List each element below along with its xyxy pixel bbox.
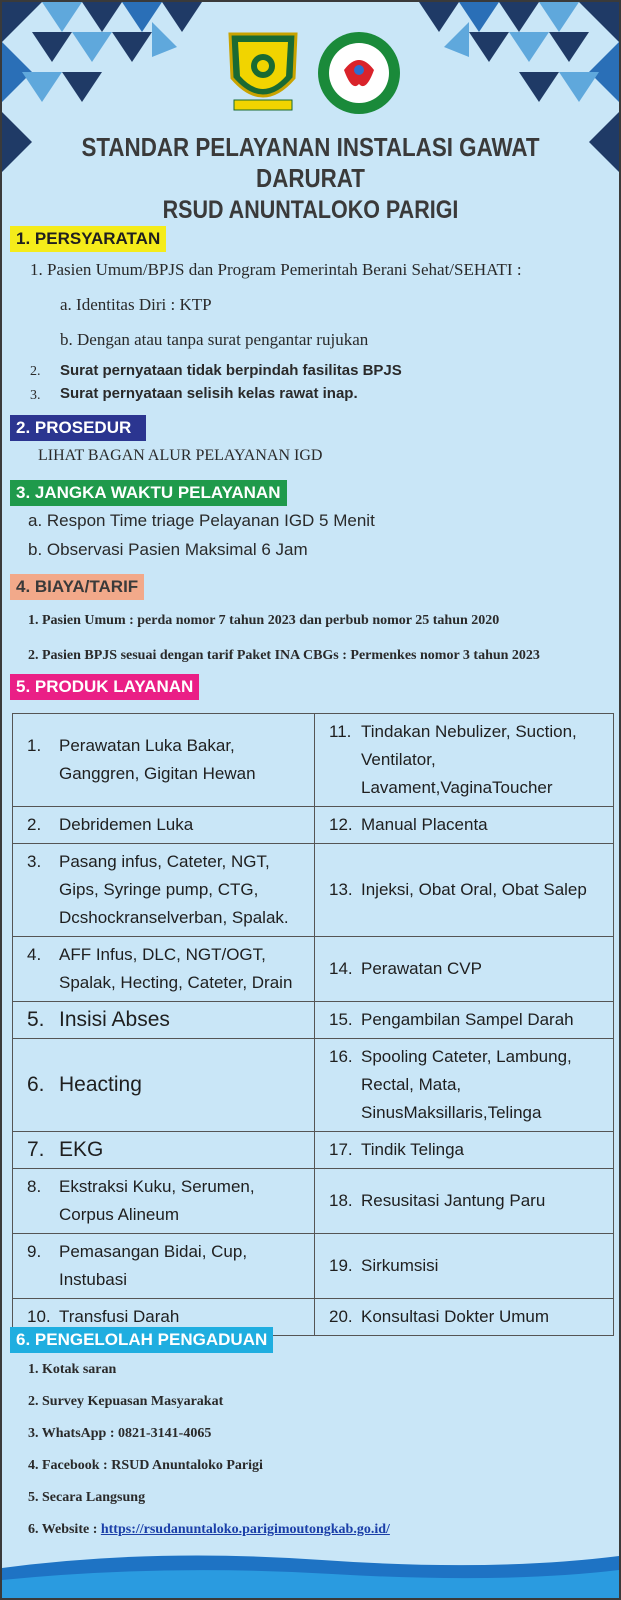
table-row [13, 807, 614, 844]
biaya-item-2: 2. Pasien BPJS sesuai dengan tarif Paket INA CBGs : Permenkes nomor 3 tahun 2023 [28, 648, 540, 663]
produk-text: Pengambilan Sampel Darah [361, 1010, 574, 1029]
produk-text: AFF Infus, DLC, NGT/OGT, Spalak, Hecting, Cateter, Drain [59, 945, 293, 992]
pengaduan-item-1: 1. Kotak saran [28, 1362, 117, 1377]
produk-number: 16. [329, 1047, 353, 1066]
produk-number: 10. [27, 1307, 51, 1326]
website-link[interactable]: https://rsudanuntaloko.parigimoutongkab.go.id/ [100, 1522, 390, 1537]
jangka-waktu-b: b. Observasi Pasien Maksimal 6 Jam [28, 540, 308, 559]
pengaduan-item-3: 3. WhatsApp : 0821-3141-4065 [28, 1426, 212, 1441]
logos [2, 28, 619, 118]
page-title [2, 132, 619, 225]
produk-text: Perawatan Luka Bakar, Ganggren, Gigitan Hewan [59, 736, 256, 783]
jangka-waktu-a: a. Respon Time triage Pelayanan IGD 5 Menit [28, 511, 375, 530]
pengaduan-item-6 [28, 1522, 390, 1538]
produk-number: 3. [27, 852, 42, 871]
produk-text: Tindakan Nebulizer, Suction, Ventilator, Lavament,VaginaToucher [361, 722, 577, 797]
pengaduan-item-2: 2. Survey Kepuasan Masyarakat [28, 1394, 224, 1409]
produk-text: Pasang infus, Cateter, NGT, Gips, Syringe pump, CTG, Dcshockranselverban, Spalak. [59, 852, 289, 927]
section-heading-biaya: 4. BIAYA/TARIF [10, 574, 144, 600]
produk-text: Ekstraksi Kuku, Serumen, Corpus Alineum [59, 1177, 255, 1224]
table-row [13, 937, 614, 1002]
produk-number: 15. [329, 1010, 353, 1029]
section-heading-persyaratan: 1. PERSYARATAN [10, 226, 166, 252]
persyaratan-item-1b: b. Dengan atau tanpa surat pengantar rujukan [60, 330, 369, 349]
table-row [13, 1234, 614, 1299]
produk-cell-right [315, 937, 614, 1002]
produk-text: Perawatan CVP [361, 959, 482, 978]
produk-cell-right [315, 1039, 614, 1132]
regency-emblem-logo [226, 28, 300, 114]
table-row [13, 1132, 614, 1169]
produk-text: Transfusi Darah [59, 1307, 180, 1326]
produk-text: Manual Placenta [361, 815, 488, 834]
persyaratan-item-3: Surat pernyataan selisih kelas rawat inap. [60, 385, 358, 402]
produk-number: 14. [329, 959, 353, 978]
section-heading-jangka-waktu: 3. JANGKA WAKTU PELAYANAN [10, 480, 287, 506]
title-line-1: STANDAR PELAYANAN INSTALASI GAWAT DARURAT [81, 132, 540, 193]
pengaduan-item-5: 5. Secara Langsung [28, 1490, 146, 1505]
produk-cell-left [13, 1002, 315, 1039]
produk-cell-right [315, 844, 614, 937]
produk-number: 6. [27, 1073, 45, 1096]
produk-text: Resusitasi Jantung Paru [361, 1191, 546, 1210]
bottom-wave-decoration [2, 1538, 619, 1598]
produk-text: Pemasangan Bidai, Cup, Instubasi [59, 1242, 248, 1289]
website-label: 6. Website : [28, 1522, 101, 1537]
produk-cell-left [13, 1234, 315, 1299]
produk-cell-left [13, 844, 315, 937]
produk-text: EKG [59, 1138, 104, 1161]
persyaratan-item-1a: a. Identitas Diri : KTP [60, 295, 212, 314]
section-heading-produk: 5. PRODUK LAYANAN [10, 674, 199, 700]
produk-text: Tindik Telinga [361, 1140, 465, 1159]
produk-cell-left [13, 807, 315, 844]
persyaratan-item-3-number: 3. [30, 388, 41, 403]
table-row [13, 1039, 614, 1132]
produk-number: 13. [329, 880, 353, 899]
produk-cell-left [13, 937, 315, 1002]
produk-text: Sirkumsisi [361, 1256, 439, 1275]
produk-cell-left [13, 714, 315, 807]
produk-number: 19. [329, 1256, 353, 1275]
table-row [13, 1169, 614, 1234]
produk-cell-right [315, 1299, 614, 1336]
produk-cell-right [315, 807, 614, 844]
produk-cell-right [315, 1132, 614, 1169]
produk-number: 4. [27, 945, 42, 964]
persyaratan-item-1: 1. Pasien Umum/BPJS dan Program Pemerintah Berani Sehat/SEHATI : [30, 260, 522, 279]
produk-cell-left [13, 1039, 315, 1132]
produk-number: 7. [27, 1138, 45, 1161]
produk-number: 18. [329, 1191, 353, 1210]
table-row [13, 714, 614, 807]
produk-number: 12. [329, 815, 353, 834]
produk-cell-right [315, 714, 614, 807]
produk-text: Spooling Cateter, Lambung, Rectal, Mata, SinusMaksillaris,Telinga [361, 1047, 572, 1122]
produk-number: 2. [27, 815, 42, 834]
hospital-logo [316, 30, 402, 116]
produk-cell-left [13, 1132, 315, 1169]
produk-text: Konsultasi Dokter Umum [361, 1307, 550, 1326]
persyaratan-item-2: Surat pernyataan tidak berpindah fasilitas BPJS [60, 362, 402, 379]
produk-number: 1. [27, 736, 42, 755]
produk-text: Injeksi, Obat Oral, Obat Salep [361, 880, 587, 899]
produk-cell-right [315, 1234, 614, 1299]
persyaratan-item-2-number: 2. [30, 364, 41, 379]
biaya-item-1: 1. Pasien Umum : perda nomor 7 tahun 2023 dan perbub nomor 25 tahun 2020 [28, 613, 500, 628]
produk-cell-right [315, 1002, 614, 1039]
produk-number: 20. [329, 1307, 353, 1326]
table-row [13, 844, 614, 937]
produk-text: Heacting [59, 1073, 142, 1096]
produk-layanan-table [12, 713, 614, 1336]
produk-number: 5. [27, 1008, 45, 1031]
produk-number: 8. [27, 1177, 42, 1196]
section-heading-pengaduan: 6. PENGELOLAH PENGADUAN [10, 1327, 273, 1353]
produk-text: Debridemen Luka [59, 815, 194, 834]
table-row [13, 1002, 614, 1039]
title-line-2: RSUD ANUNTALOKO PARIGI [162, 196, 459, 224]
section-heading-prosedur: 2. PROSEDUR [10, 415, 146, 441]
produk-number: 11. [329, 722, 352, 741]
produk-text: Insisi Abses [59, 1008, 170, 1031]
prosedur-text: LIHAT BAGAN ALUR PELAYANAN IGD [38, 447, 323, 464]
pengaduan-item-4: 4. Facebook : RSUD Anuntaloko Parigi [28, 1458, 263, 1473]
produk-number: 9. [27, 1242, 42, 1261]
produk-cell-left [13, 1169, 315, 1234]
produk-number: 17. [329, 1140, 353, 1159]
produk-cell-right [315, 1169, 614, 1234]
